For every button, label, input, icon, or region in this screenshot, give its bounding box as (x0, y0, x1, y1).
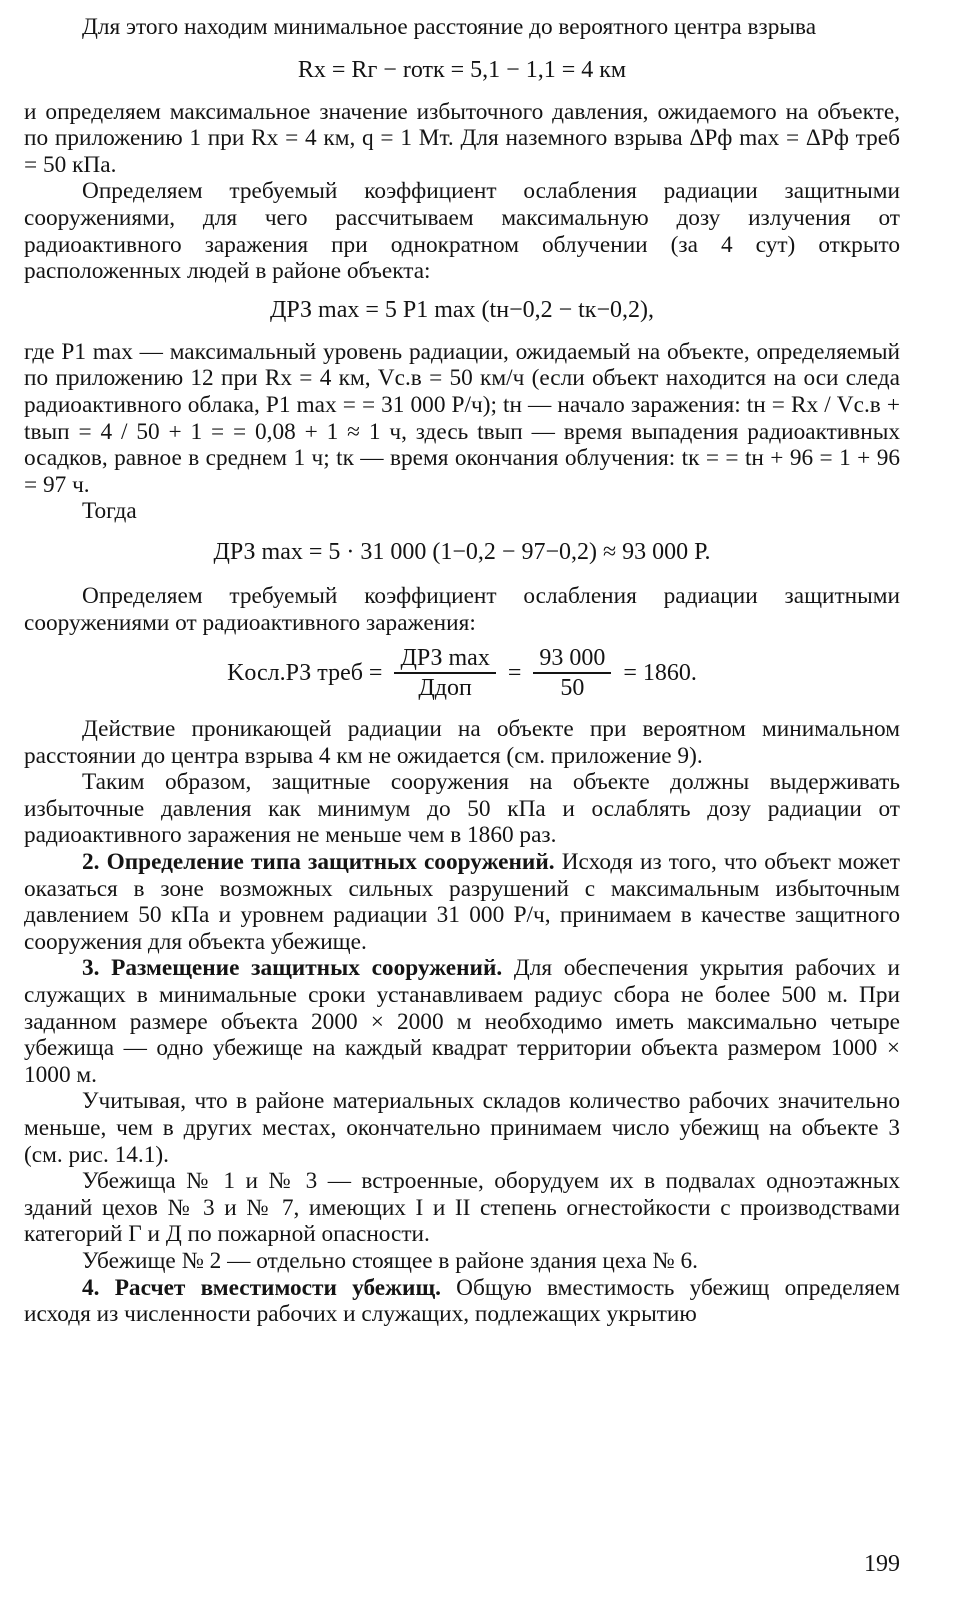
fraction-denominator: 50 (560, 675, 585, 702)
fraction-values (533, 644, 611, 702)
fraction-denominator: Ддоп (418, 675, 472, 702)
equation-attenuation-result: = 1860. (623, 660, 697, 687)
section-heading: 4. Расчет вместимости убежищ. (82, 1274, 441, 1301)
equals-sign: = (507, 660, 522, 687)
paragraph-14 (24, 1275, 900, 1328)
paragraph-13: Убежище № 2 — отдельно стоящее в районе здания цеха № 6. (82, 1247, 698, 1274)
paragraph-10 (24, 955, 900, 1088)
equation-dose: ДРЗ max = 5 Р1 max (tн−0,2 − tк−0,2), (270, 296, 654, 323)
paragraph-8: Таким образом, защитные сооружения на объекте должны выдерживать избыточные давления как минимум до 50 кПа и ослаблять дозу радиации от радиоактивного заражения не меньше чем в 1860 раз. (24, 769, 900, 849)
paragraph-12: Убежища № 1 и № 3 — встроенные, оборудуем их в подвалах одноэтажных зданий цехов № 3 и № 7, имеющих I и II степень огнестойкости с производствами категорий Г и Д по пожарной опасности. (24, 1168, 900, 1248)
section-heading: 3. Размещение защитных сооружений. (82, 955, 503, 982)
fraction-numerator: ДРЗ max (394, 644, 495, 674)
paragraph-6: Определяем требуемый коэффициент ослабления радиации защитными сооружениями от радиоактивного заражения: (24, 582, 900, 636)
equation-attenuation (24, 644, 900, 702)
paragraph-2: и определяем максимальное значение избыточного давления, ожидаемого на объекте, по приложению 1 при Rх = 4 км, q = 1 Мт. Для наземного взрыва ΔPф max = ΔPф треб = 50 кПа. (24, 98, 900, 178)
page-number: 199 (864, 1551, 900, 1577)
section-text: Исходя из того, что объект может оказаться в зоне возможных сильных разрушений с максимальным избыточным давлением 50 кПа и уровнем радиации 31 000 Р/ч, принимаем в качестве защитного сооружения для объекта убежище. (24, 849, 900, 955)
paragraph-9 (24, 849, 900, 955)
paragraph-4: где Р1 max — максимальный уровень радиации, ожидаемый на объекте, определяемый по приложению 12 при Rх = 4 км, Vс.в = 50 км/ч (если объект находится на оси следа радиоактивного облака, Р1 max = = 31 000 Р/ч); tн — начало заражения: tн = Rх / Vс.в + tвып = 4 / 50 + 1 = = 0,08 + 1 ≈ 1 ч, здесь tвып — время выпадения радиоактивных осадков, равное в среднем 1 ч; tк — время окончания облучения: tк = = tн + 96 = 1 + 96 = 97 ч. (24, 338, 900, 498)
section-heading: 2. Определение типа защитных сооружений. (82, 849, 555, 876)
paragraph-3: Определяем требуемый коэффициент ослабления радиации защитными сооружениями, для чего рассчитываем максимальную дозу излучения от радиоактивного заражения при однократном облучении (за 4 сут) открыто расположенных людей в районе объекта: (24, 178, 900, 285)
fraction-dose-ratio (394, 644, 495, 702)
fraction-numerator: 93 000 (533, 644, 611, 674)
equation-attenuation-left: Kосл.РЗ треб = (227, 660, 383, 687)
paragraph-7: Действие проникающей радиации на объекте при вероятном минимальном расстоянии до центра взрыва 4 км не ожидается (см. приложение 9). (24, 716, 900, 769)
paragraph-5: Тогда (82, 498, 137, 525)
paragraph-11: Учитывая, что в районе материальных складов количество рабочих значительно меньше, чем в других местах, окончательно принимаем число убежищ на объекте 3 (см. рис. 14.1). (24, 1088, 900, 1168)
paragraph-1: Для этого находим минимальное расстояние до вероятного центра взрыва (82, 14, 817, 40)
equation-dose-value: ДРЗ max = 5 · 31 000 (1−0,2 − 97−0,2) ≈ 93 000 Р. (213, 538, 711, 565)
section-text: Общую вместимость убежищ определяем исходя из численности рабочих и служащих, подлежащих укрытию (24, 1274, 900, 1328)
section-text: Для обеспечения укрытия рабочих и служащих в минимальные сроки устанавливаем радиус сбора не более 500 м. При заданном размере объекта 2000 × 2000 м необходимо иметь максимально четыре убежища — одно убежище на каждый квадрат территории объекта размером 1000 × 1000 м. (24, 955, 900, 1088)
equation-distance: Rх = Rг − rотк = 5,1 − 1,1 = 4 км (297, 56, 627, 83)
